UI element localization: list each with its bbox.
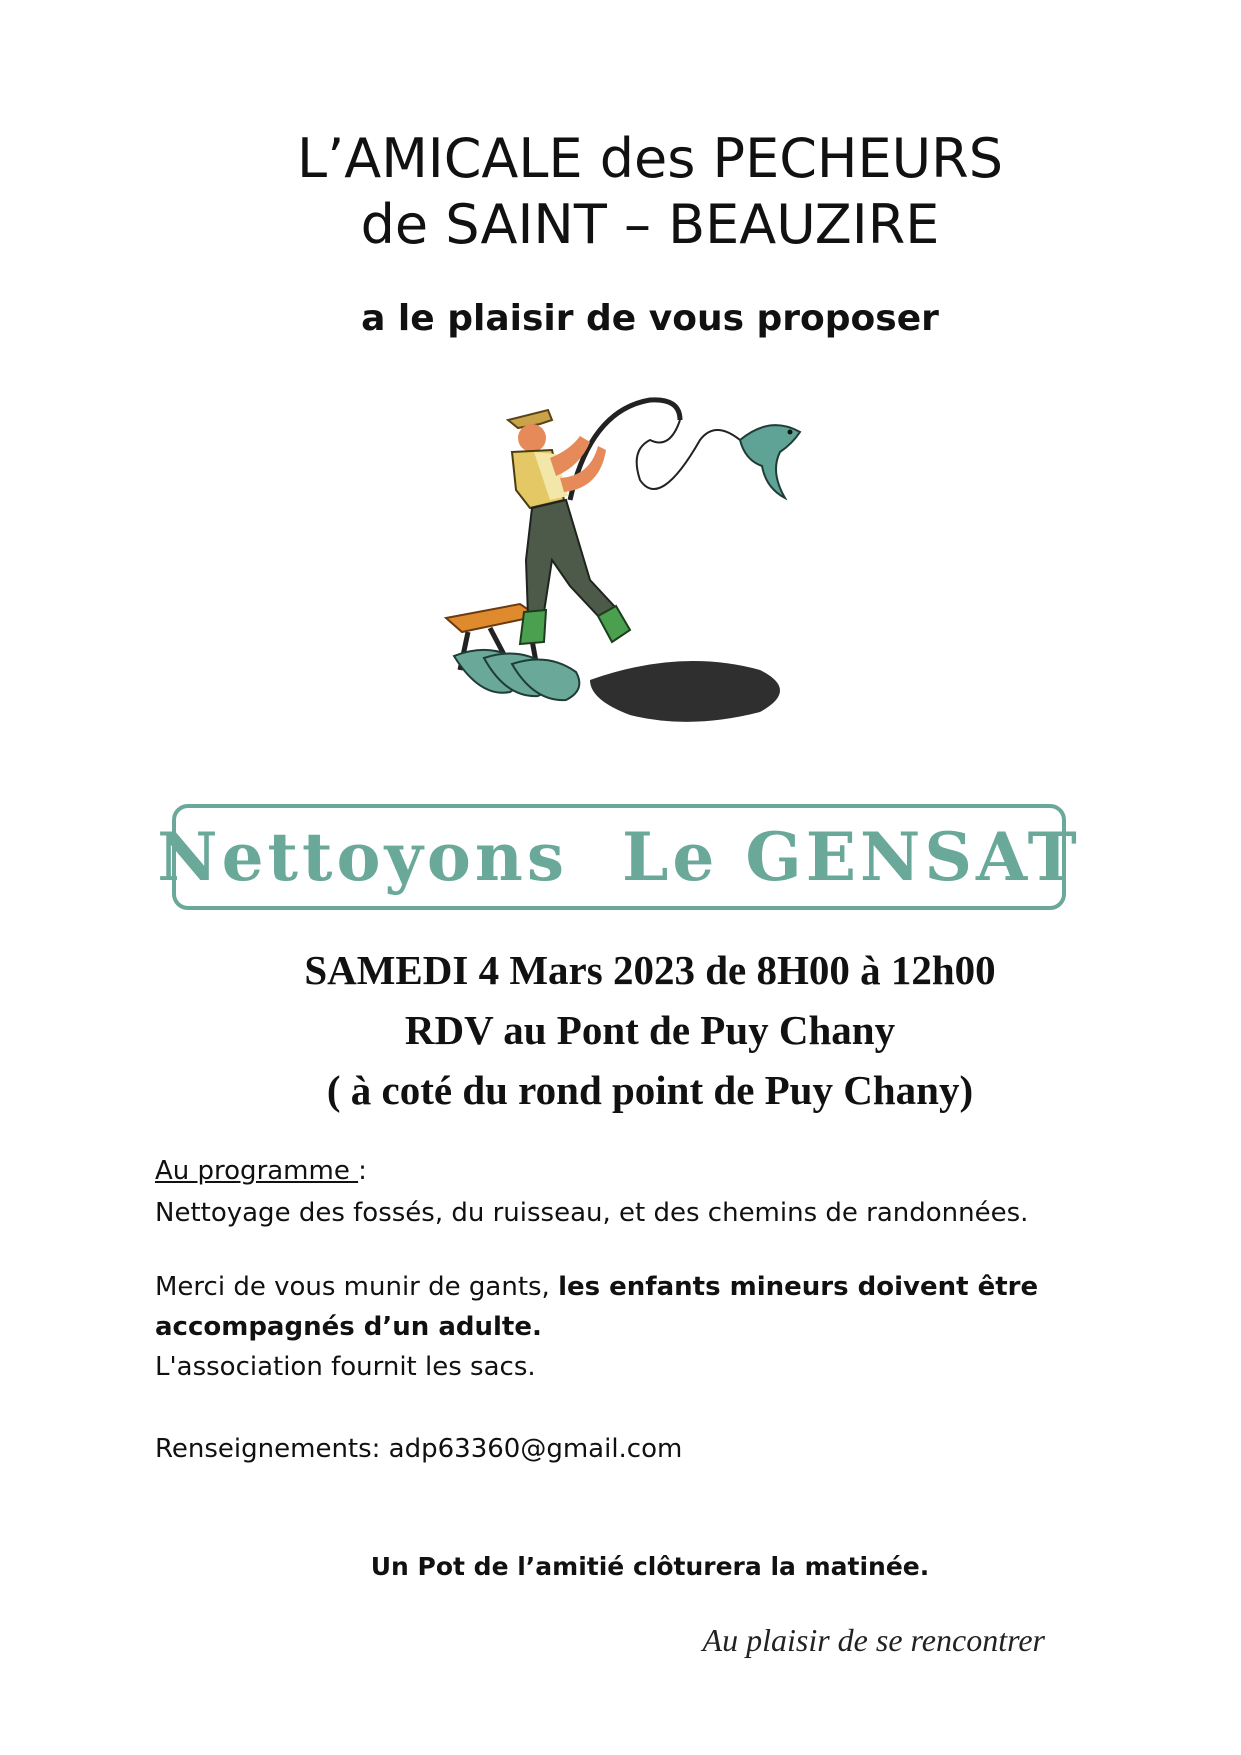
event-place-note: ( à coté du rond point de Puy Chany) bbox=[326, 1067, 974, 1113]
jumping-fish-icon bbox=[740, 425, 800, 498]
org-title-line1: L’AMICALE des PECHEURS bbox=[297, 127, 1003, 190]
program-heading-colon: : bbox=[358, 1156, 367, 1186]
program-heading bbox=[155, 1156, 367, 1186]
fisherman-clipart-icon bbox=[440, 380, 880, 760]
event-banner-title: Nettoyons Le GENSAT bbox=[157, 818, 1081, 896]
program-description: Nettoyage des fossés, du ruisseau, et des chemins de randonnées. bbox=[155, 1198, 1029, 1228]
contact-info: Renseignements: adp63360@gmail.com bbox=[155, 1434, 683, 1464]
subtitle: a le plaisir de vous proposer bbox=[361, 298, 939, 339]
closing-pot: Un Pot de l’amitié clôturera la matinée. bbox=[370, 1552, 930, 1581]
org-title bbox=[200, 126, 1100, 258]
children-notice-1: les enfants mineurs doivent être bbox=[558, 1272, 1039, 1302]
signoff: Au plaisir de se rencontrer bbox=[702, 1622, 1045, 1658]
event-banner bbox=[157, 804, 1081, 910]
gloves-text: Merci de vous munir de gants, bbox=[155, 1272, 559, 1302]
program-heading-label: Au programme bbox=[155, 1156, 359, 1186]
fish-pile-icon bbox=[454, 650, 579, 700]
event-date: SAMEDI 4 Mars 2023 de 8H00 à 12h00 bbox=[304, 947, 996, 993]
event-place: RDV au Pont de Puy Chany bbox=[404, 1007, 896, 1053]
org-title-line2: de SAINT – BEAUZIRE bbox=[360, 193, 940, 256]
bags-notice: L'association fournit les sacs. bbox=[155, 1352, 536, 1382]
gloves-instruction bbox=[155, 1272, 1038, 1302]
children-notice-2: accompagnés d’un adulte. bbox=[155, 1312, 542, 1342]
